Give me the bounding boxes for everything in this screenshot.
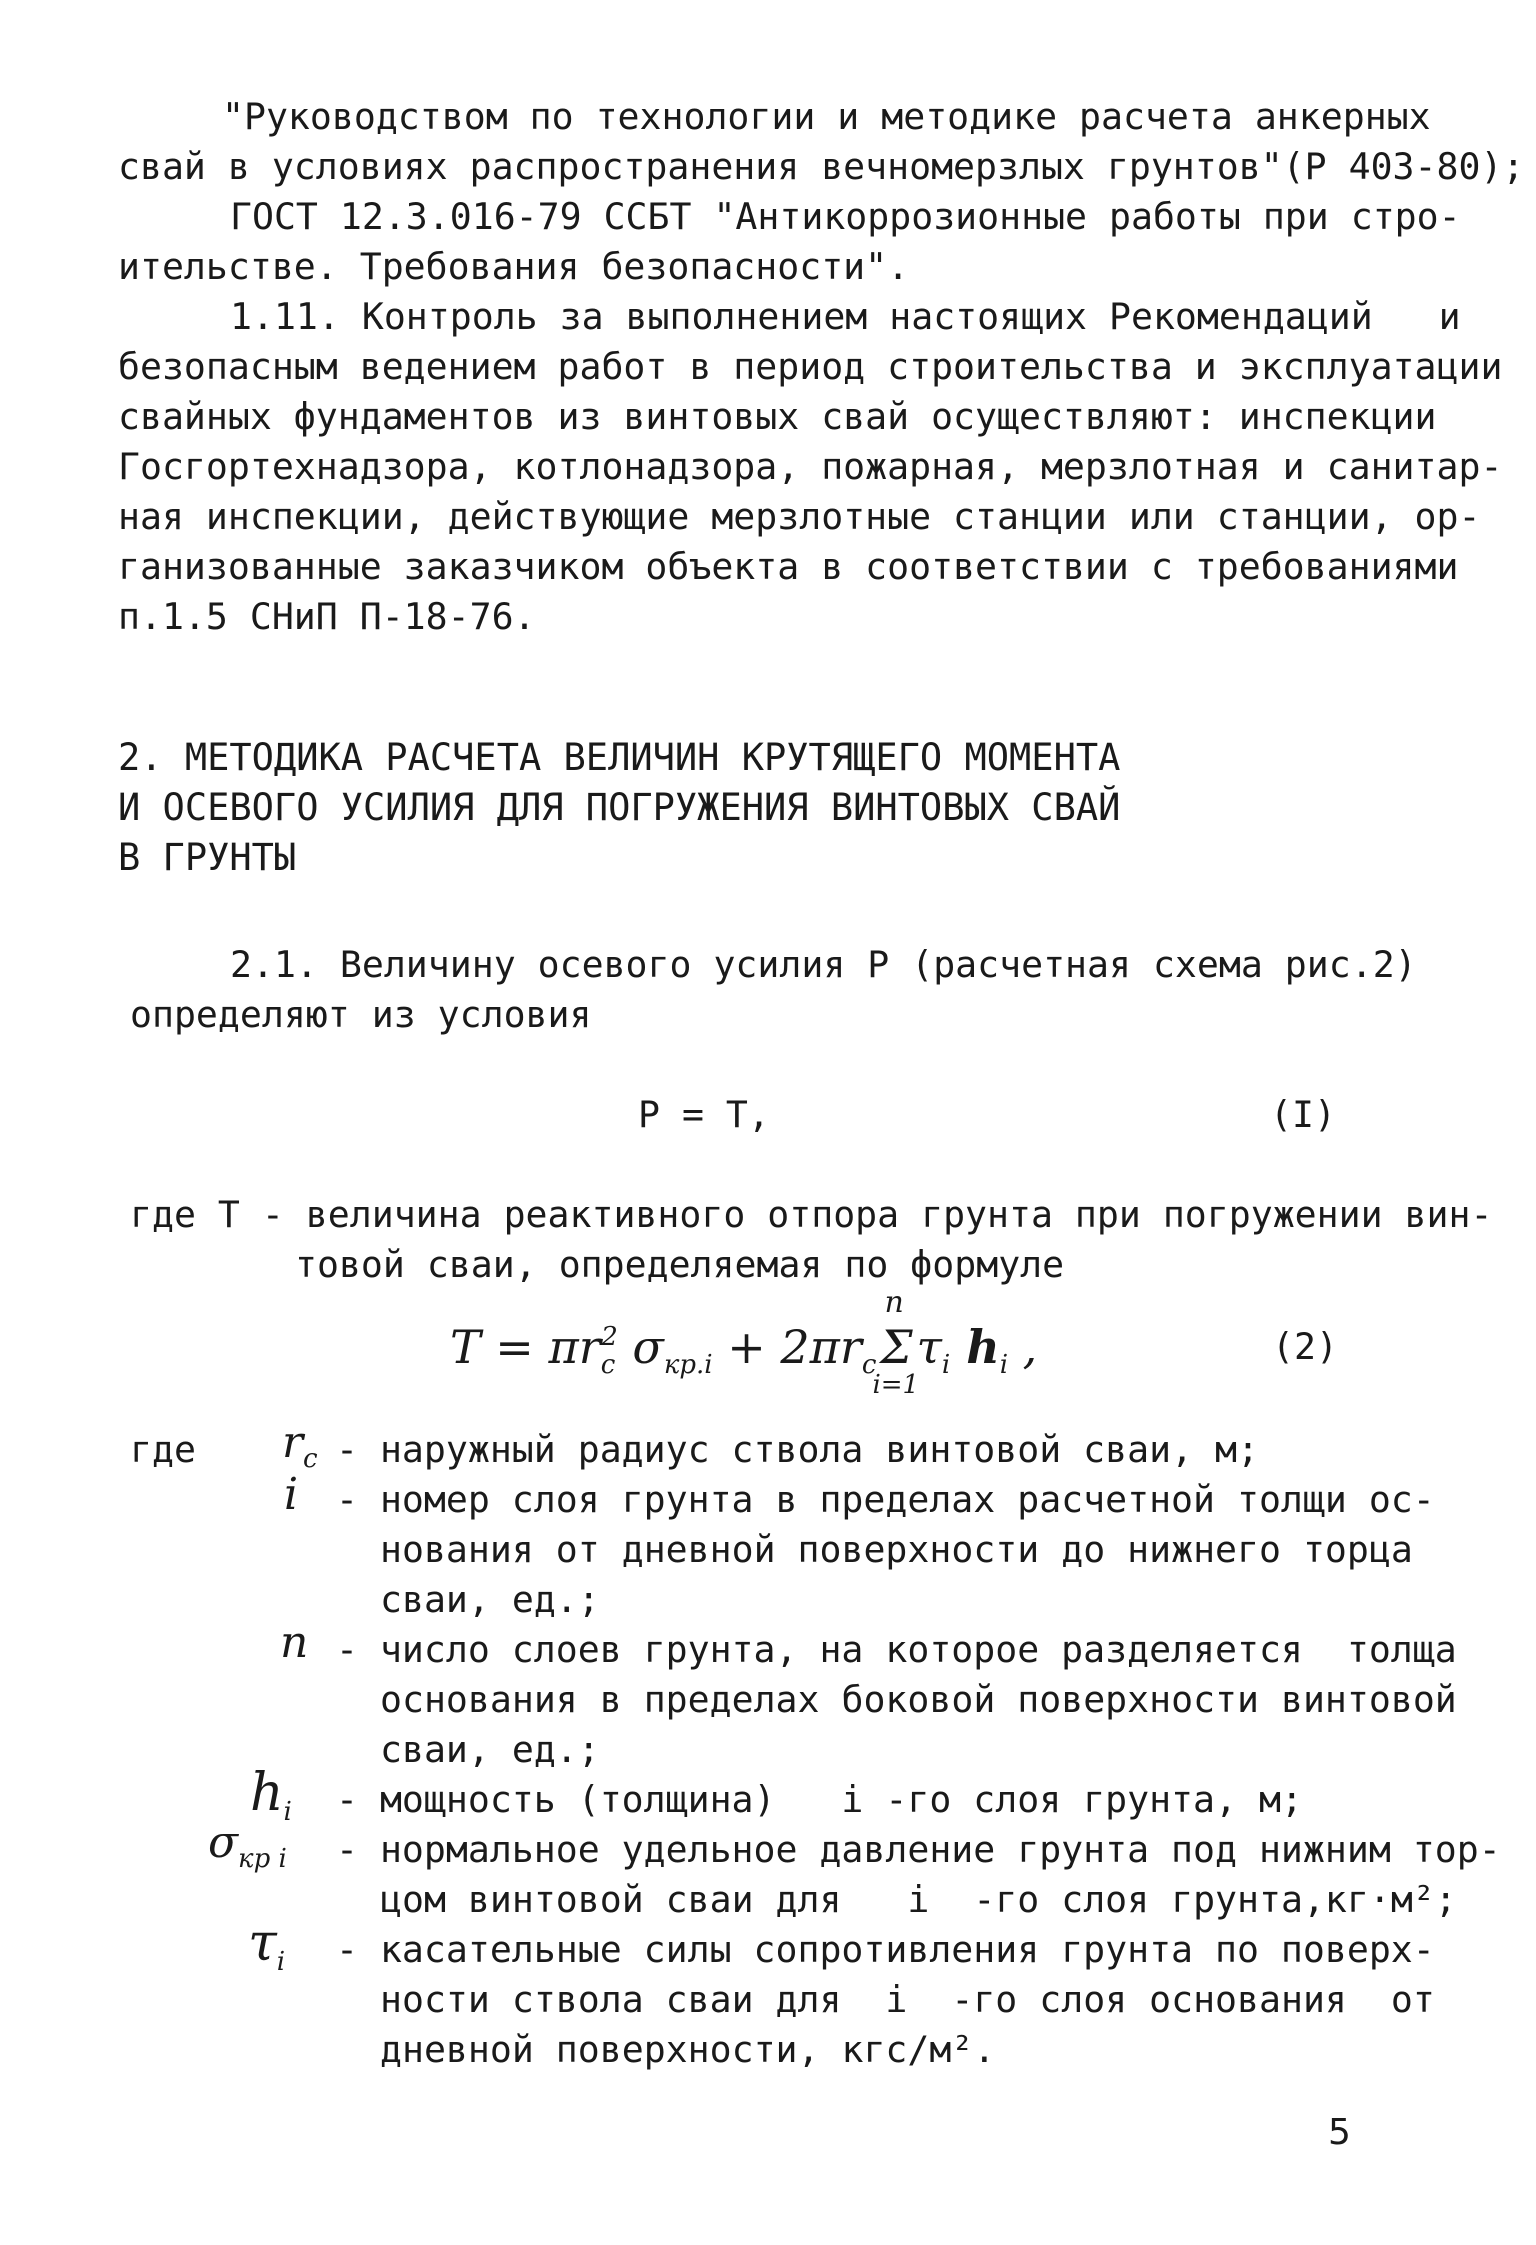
definition-n-line-3: сваи, ед.; [380,1728,600,1771]
symbol-h: $h_i$ [250,1763,292,1827]
section-2-1-line-2: определяют из условия [130,993,592,1036]
definition-h-line-1: - мощность (толщина) i -го слоя грунта, м; [336,1778,1303,1821]
definition-i-line-1: - номер слоя грунта в пределах расчетной толщи ос- [336,1478,1435,1521]
symbol-n: n [280,1617,309,1668]
definition-tau-line-1: - касательные силы сопротивления грунта по поверх- [336,1928,1435,1971]
where-t-line-1: где Т - величина реактивного отпора грунта при погружении вин- [130,1193,1493,1236]
section-1-11-line-6: ганизованные заказчиком объекта в соответствии с требованиями [118,545,1459,588]
section-2-heading-line-2: И ОСЕВОГО УСИЛИЯ ДЛЯ ПОГРУЖЕНИЯ ВИНТОВЫХ СВАЙ [118,786,1121,829]
section-2-heading-line-3: В ГРУНТЫ [118,836,297,879]
definition-tau-line-2: ности ствола сваи для i -го слоя основания от [380,1978,1435,2021]
intro-line-3: ГОСТ 12.3.016-79 ССБТ "Антикоррозионные работы при стро- [230,195,1461,238]
section-1-11-line-5: ная инспекции, действующие мерзлотные станции или станции, ор- [118,495,1481,538]
symbol-sigma: $\sigma_{кр i}$ [208,1817,287,1874]
section-1-11-line-4: Госгортехнадзора, котлонадзора, пожарная, мерзлотная и санитар- [118,445,1503,488]
equation-1: P = T, [638,1093,770,1136]
section-1-11-line-7: п.1.5 СНиП П-18-76. [118,595,536,638]
where-label: где [130,1428,196,1471]
equation-2-number: (2) [1272,1325,1338,1368]
symbol-rc: $r_c$ [282,1417,318,1474]
definition-n-line-2: основания в пределах боковой поверхности винтовой [380,1678,1457,1721]
definition-rc: - наружный радиус ствола винтовой сваи, м; [336,1428,1259,1471]
section-1-11-line-2: безопасным ведением работ в период строительства и эксплуатации [118,345,1503,388]
section-2-1-line-1: 2.1. Величину осевого усилия Р (расчетная схема рис.2) [230,943,1417,986]
intro-line-1: "Руководством по технологии и методике расчета анкерных [222,95,1431,138]
definition-sigma-line-2: цом винтовой сваи для i -го слоя грунта,кг·м²; [380,1878,1457,1921]
definition-sigma-line-1: - нормальное удельное давление грунта под нижним тор- [336,1828,1501,1871]
definition-n-line-1: - число слоев грунта, на которое разделяется толща [336,1628,1457,1671]
definition-i-line-3: сваи, ед.; [380,1578,600,1621]
equation-2: $T = \pi r_c^2$ $\sigma_{кр.i} + 2\pi r_c$ n Σ i=1 $\tau_i$ $h_i$ , [450,1285,1038,1400]
page-number: 5 [1328,2112,1351,2153]
intro-line-4: ительстве. Требования безопасности". [118,245,910,288]
section-1-11-line-3: свайных фундаментов из винтовых свай осуществляют: инспекции [118,395,1437,438]
definition-i-line-2: нования от дневной поверхности до нижнего торца [380,1528,1413,1571]
equation-1-number: (I) [1270,1093,1336,1136]
intro-line-2: свай в условиях распространения вечномерзлых грунтов"(Р 403-80); [118,145,1525,188]
symbol-tau: $\tau_i$ [248,1913,286,1977]
where-t-line-2: товой сваи, определяемая по формуле [295,1243,1065,1286]
definition-tau-line-3: дневной поверхности, кгс/м². [380,2028,996,2071]
section-1-11-line-1: 1.11. Контроль за выполнением настоящих Рекомендаций и [230,295,1461,338]
section-2-heading-line-1: 2. МЕТОДИКА РАСЧЕТА ВЕЛИЧИН КРУТЯЩЕГО МОМЕНТА [118,736,1121,779]
symbol-i: i [284,1469,299,1520]
